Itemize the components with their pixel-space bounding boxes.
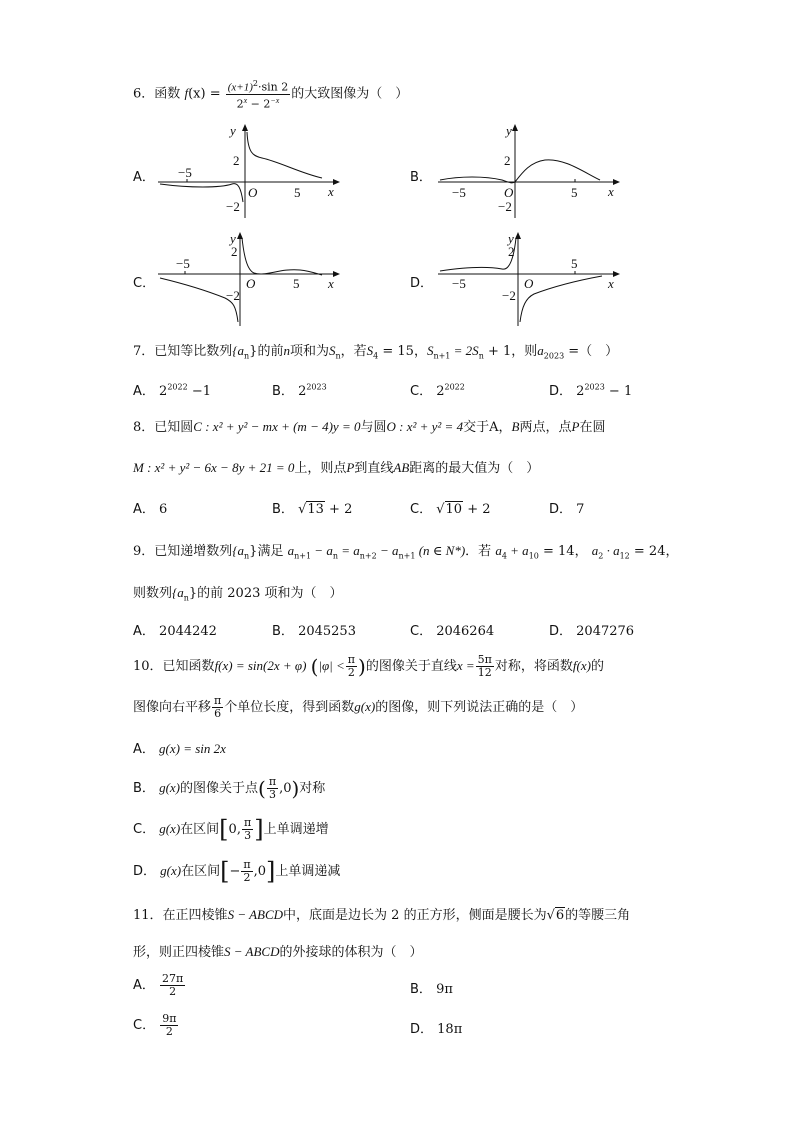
q11-option-d[interactable] [410,1018,462,1037]
tick-neg5-label: −5 [178,165,192,180]
q10-option-b-paren-close: ) [291,776,300,801]
q10-option-d-g: g(x) [160,863,182,878]
q8-line1-b: 与圆 [360,420,387,435]
q10-line1-a: 已知函数 [162,659,215,674]
x-axis-arrow [333,179,340,185]
q6-graph-d [430,226,630,331]
q9-option-d[interactable] [549,620,634,639]
q9-option-b[interactable] [272,620,356,639]
q11-option-c[interactable] [133,1010,179,1042]
q11-option-b-text: 9π [436,982,453,997]
q7-S-sub: n [335,351,341,361]
q10-option-d-bracket-close: ] [266,857,276,886]
q11-number: 11． [133,908,163,923]
q9-c1-tail: = 14 [538,544,575,559]
q9-c2-sub2: 12 [619,551,630,561]
q8-option-d-text: 7 [576,502,585,517]
q7-text1: 已知等比数列 [154,344,233,359]
q9-option-a[interactable] [133,620,217,639]
tick-5-label: 5 [293,276,300,291]
q11-rad: 6 [555,908,565,923]
q7-option-b-sup: 2023 [306,382,327,392]
q6-numerator-tail: ·sin 2 [257,80,289,94]
q10-phi-num: π [347,653,356,666]
q9-seq2-close: } [188,586,198,601]
q7-option-b-base: 2 [298,384,307,399]
q10-option-c[interactable] [133,813,329,845]
q9-option-d-text: 2047276 [576,624,635,639]
q9-number: 9． [133,544,155,559]
q9-c2: a [591,543,599,558]
q7-option-a-tail: −1 [187,384,211,399]
q7-option-d-tail: − 1 [604,384,633,399]
q9-seq-close: } [249,544,258,559]
q10-option-b-g: g(x) [159,780,180,795]
q10-option-a-text: g(x) = sin 2x [159,741,226,756]
q6-graph-b [430,118,630,223]
q8-line1-a: 已知圆 [154,420,194,435]
tick-5-label: 5 [571,185,578,200]
q11-sqrt: √6 [546,908,565,923]
q7-text3: 项和为 [289,344,329,359]
q8-option-b[interactable] [272,498,352,517]
q6-option-a-label[interactable]: A． [133,170,155,185]
q10-number: 10． [133,659,163,674]
q11-pyramid: S − ABCD [227,907,284,922]
q9-option-c-text: 2046264 [436,624,495,639]
q10-option-d-bracket-open: [ [220,857,230,886]
q10-option-b-comma: ,0 [279,781,292,796]
curve-right [242,238,322,275]
q10-option-d-num: π [243,858,251,871]
origin-label: O [524,276,534,291]
q10-option-d-den: 2 [243,871,251,884]
q6-option-d-label[interactable]: D． [410,276,434,291]
q10-line1-d: 的 [590,659,604,674]
q10-phi-den: 2 [347,666,355,679]
q8-line2-b: 到直线 [354,461,394,476]
q8-AB: AB [393,460,410,475]
q10-paren-open: ( [310,654,319,679]
q10-option-b-num: π [268,775,277,788]
q9-c1-sub2: 10 [528,551,539,561]
q9-c2-mid: · a [603,543,620,558]
q9-c2-sub1: 2 [598,551,604,561]
q10-fx: f(x) = sin(2x + φ) [214,658,307,673]
question-9-line1 [133,540,678,561]
question-6-stem [133,78,409,111]
q7-option-a[interactable] [133,380,211,399]
y-axis-arrow [237,232,243,239]
q8-option-b-rad: 13 [307,502,324,517]
q10-option-d[interactable] [133,855,340,887]
q9-rel-sub3: n+2 [359,551,377,561]
q7-option-d-label: D． [549,384,573,399]
x-label: x [328,276,334,291]
q8-option-c-sqrt: √10 [436,502,463,517]
tick-neg5-label: −5 [452,185,466,200]
q9-comma2: ， [665,544,679,559]
q9-seq: {a [232,543,244,558]
q10-option-d-text: 在区间 [181,864,221,879]
q7-option-d-sup: 2023 [584,382,605,392]
question-11-line2 [133,941,423,960]
tick-neg2-label: −2 [226,288,240,303]
q8-option-c-tail: + 2 [463,502,491,517]
q8-line1-c: 交于 [463,420,490,435]
q7-text6: ，则 [511,344,538,359]
q8-B: B [511,419,520,434]
tick-5-label: 5 [294,185,301,200]
q11-option-c-den: 2 [165,1025,173,1038]
q7-option-a-base: 2 [159,384,168,399]
q10-shift-frac [212,695,223,720]
q8-eq1: C : x² + y² − mx + (m − 4)y = 0 [193,419,361,434]
q9-c1-sub1: 4 [501,551,507,561]
q7-option-b-label: B． [272,384,294,399]
tick-neg5-label: −5 [176,256,190,271]
q9-rel-m3: − a [376,543,399,558]
q6-func-arg: (x) [188,86,206,102]
q9-seq2: {a [172,585,184,600]
tick-2-label: 2 [504,153,511,168]
tick-neg2-label: −2 [502,288,516,303]
curve [440,160,600,183]
q7-cond1-tail: = 15 [378,344,414,359]
q11-line1-c: 的等腰三角 [565,908,631,923]
q7-cond2-sub2: n [478,351,484,361]
q10-xeq: x = [456,658,475,673]
q7-text4: ，若 [340,344,367,359]
q7-option-d-base: 2 [576,384,585,399]
q6-func-name: f [184,85,189,101]
q9-rel: a [287,543,295,558]
tick-neg2-label: −2 [226,199,240,214]
q9-option-a-label: A． [133,624,155,639]
q7-seq-sub: n [244,351,250,361]
q8-P2: P [346,460,355,475]
q8-option-b-sqrt: √13 [298,502,324,517]
q9-option-c-label: C． [410,624,433,639]
q7-number: 7． [133,344,155,359]
q10-option-c-den: 3 [244,829,252,842]
y-label: y [230,123,236,138]
q11-line1-a: 在正四棱锥 [162,908,228,923]
question-9-line2 [133,582,343,603]
q10-option-b-text: 的图像关于点 [180,781,259,796]
q10-fx2: f(x) [572,658,591,673]
tick-neg2-label: −2 [498,199,512,214]
q9-line1-b: 满足 [257,544,284,559]
q7-S: S [328,343,336,358]
q10-phi-frac [346,654,357,679]
q7-ask-sub: 2023 [543,351,565,361]
q11-line2-b: 的外接球的体积为（ ） [279,945,423,960]
q10-option-d-right: ,0 [253,864,267,879]
q6-den-sup1: x [243,95,248,105]
tick-2-label: 2 [508,244,515,259]
q6-option-b-label[interactable]: B． [410,170,432,185]
y-axis-arrow [242,124,248,131]
origin-label: O [248,185,258,200]
x-axis-arrow [613,179,620,185]
q7-option-b[interactable] [272,380,327,399]
q8-option-c-label: C． [410,502,433,517]
q10-x-num: 5π [477,653,492,666]
q8-option-c-rad: 10 [445,502,463,517]
q10-option-d-label: D． [133,864,157,879]
q10-option-d-left: − [229,864,241,879]
q9-line2-a: 则数列 [133,586,173,601]
q7-option-a-label: A． [133,384,155,399]
q9-seq2-sub: n [183,593,189,603]
q6-graph-c [150,226,350,331]
q7-text5: ， [413,344,427,359]
q10-line1-b: 的图像关于直线 [365,659,457,674]
q10-x-frac [476,654,494,679]
q7-text2: 的前 [257,344,284,359]
y-label: y [506,123,512,138]
q10-gx: g(x) [354,699,376,714]
q11-option-a-frac [160,973,185,998]
q10-option-b-paren-open: ( [258,776,266,801]
q8-eq2: O : x² + y² = 4 [386,419,464,434]
q9-rel-sub1: n+1 [294,551,312,561]
q10-line1-c: 对称，将函数 [494,659,573,674]
q8-option-b-tail: + 2 [324,502,353,517]
origin-label: O [504,185,514,200]
q10-option-d-frac [241,859,252,884]
q6-graph-a [150,118,350,223]
q10-shift-den: 6 [214,707,222,720]
x-label: x [608,184,614,199]
q6-option-c-label[interactable]: C． [133,276,156,291]
q7-cond2-sub: n+1 [433,351,451,361]
q11-line1-b: 中，底面是边长为 2 的正方形，侧面是腰长为 [283,908,547,923]
q8-option-c[interactable] [410,498,491,517]
q10-line2-b: 个单位长度，得到函数 [224,700,355,715]
q10-shift-num: π [214,694,222,707]
q11-option-d-text: 18π [437,1022,463,1037]
x-label: x [608,276,614,291]
q9-line1-a: 已知递增数列 [154,544,233,559]
tick-neg5-label: −5 [452,276,466,291]
q10-option-c-frac [242,817,253,842]
q8-option-d[interactable] [549,498,584,517]
q11-option-a-label: A． [133,978,155,993]
q10-option-c-label: C． [133,822,156,837]
q7-seq-close: } [249,344,258,359]
q10-option-b-tail: 对称 [299,781,326,796]
q9-line2-b: 的前 2023 项和为（ ） [197,586,343,601]
q9-c2-tail: = 24 [629,544,666,559]
q6-numerator-sup: 2 [252,79,258,88]
q8-number: 8． [133,420,155,435]
question-11-line1 [133,904,630,923]
q8-option-a-text: 6 [159,502,168,517]
q10-option-c-bracket-open: [ [219,815,229,844]
q10-option-c-tail: 上单调递增 [263,822,329,837]
question-10-line2 [133,691,583,723]
x-label: x [328,184,334,199]
q11-option-c-num: 9π [162,1012,177,1025]
q8-line2-a: 上，则点 [294,461,347,476]
q10-phi-cond: |φ| < [318,658,345,673]
q11-option-b-label: B． [410,982,432,997]
q10-option-c-left: 0, [228,822,241,837]
q6-numerator: (x+1) [227,81,253,94]
q9-line1-c: ．若 [465,544,492,559]
q7-option-c-sup: 2022 [444,382,465,392]
q10-option-b-label: B． [133,781,155,796]
q7-option-c[interactable] [410,380,465,399]
q11-option-a-den: 2 [169,985,177,998]
question-8-line2 [133,457,539,476]
q9-rel-sub4: n+1 [398,551,416,561]
y-axis-arrow [515,232,521,239]
q11-option-c-frac [160,1013,178,1038]
q8-option-a[interactable] [133,498,167,517]
q6-fraction [226,78,290,110]
x-axis-arrow [613,271,620,277]
q8-line1-f: 在圆 [579,420,606,435]
q10-option-b[interactable] [133,772,325,804]
q10-option-c-text: 在区间 [180,822,220,837]
q9-option-d-label: D． [549,624,573,639]
q8-A: A [489,420,499,435]
q9-rel-m1: − a [311,543,333,558]
question-10-line1 [133,650,604,682]
q10-paren-close: ) [358,654,366,679]
q7-option-c-base: 2 [436,384,445,399]
q6-den-mid: − 2 [247,97,271,111]
tick-5-label: 5 [571,256,578,271]
q9-c1: a [495,543,502,558]
q6-number: 6． [133,86,155,102]
curve-left [440,238,516,271]
q7-n: n [283,343,290,358]
q11-line2-a: 形，则正四棱锥 [133,945,225,960]
q9-rel-sub2: n [332,551,338,561]
q6-denominator: 2 [236,97,244,111]
q7-option-a-sup: 2022 [167,382,188,392]
y-label: y [230,231,236,246]
q7-cond1: S [366,343,374,358]
q10-option-b-frac [267,776,278,801]
q9-option-c[interactable] [410,620,494,639]
tick-2-label: 2 [231,244,238,259]
q7-seq: {a [232,343,244,358]
q9-option-b-label: B． [272,624,294,639]
q6-eq: = [209,86,221,102]
q7-option-c-label: C． [410,384,433,399]
q10-option-d-tail: 上单调递减 [275,864,341,879]
q11-pyramid2: S − ABCD [224,944,280,959]
q8-line1-e: 两点，点 [519,420,572,435]
question-7-stem [133,341,618,367]
q9-option-b-text: 2045253 [298,624,356,639]
q10-option-c-g: g(x) [159,821,181,836]
q7-option-d[interactable] [549,380,632,399]
q11-option-c-label: C． [133,1018,156,1033]
q8-option-b-label: B． [272,502,294,517]
q7-ask-tail: =（ ） [564,344,619,359]
q8-eq3: M : x² + y² − 6x − 8y + 21 = 0 [133,460,295,475]
q6-tail: 的大致图像为（ ） [291,86,409,102]
q8-P: P [571,419,580,434]
q7-cond1-sub: 4 [373,351,379,361]
q7-cond2-mid: = 2S [450,343,479,358]
tick-2-label: 2 [233,153,240,168]
y-label: y [508,231,514,246]
q11-option-b[interactable] [410,978,453,997]
q11-option-d-label: D． [410,1022,434,1037]
q9-rel-m2: = a [337,543,360,558]
q10-option-a[interactable] [133,738,226,757]
x-axis-arrow [333,271,340,277]
q7-ask: a [537,343,544,358]
curve-right [247,132,322,178]
q9-rel-dom: (n ∈ N*) [415,543,466,558]
q9-comma: ， [574,544,588,559]
q10-line2-c: 的图像，则下列说法正确的是（ ） [375,700,584,715]
origin-label: O [246,276,256,291]
q10-line2-a: 图像向右平移 [133,700,212,715]
q8-line2-c: 距离的最大值为（ ） [409,461,540,476]
q7-cond2-tail: + 1 [483,344,512,359]
q9-seq-sub: n [244,551,250,561]
q10-x-den: 12 [477,666,492,679]
q10-option-c-bracket-close: ] [254,815,264,844]
q9-option-a-text: 2044242 [159,624,217,639]
q8-line1-d: ， [498,420,512,435]
question-8-line1 [133,416,605,435]
y-axis-arrow [512,124,518,131]
q8-option-d-label: D． [549,502,573,517]
q10-option-a-label: A． [133,742,155,757]
q11-option-a[interactable] [133,970,186,1002]
q8-option-a-label: A． [133,502,155,517]
q11-option-a-num: 27π [162,972,184,985]
q7-cond2: S [426,343,434,358]
q6-lead: 函数 [154,86,181,102]
q6-den-sup2: −x [270,95,280,105]
q10-option-b-den: 3 [268,788,276,801]
q10-option-c-num: π [243,816,252,829]
q9-c1-mid: + a [506,543,529,558]
